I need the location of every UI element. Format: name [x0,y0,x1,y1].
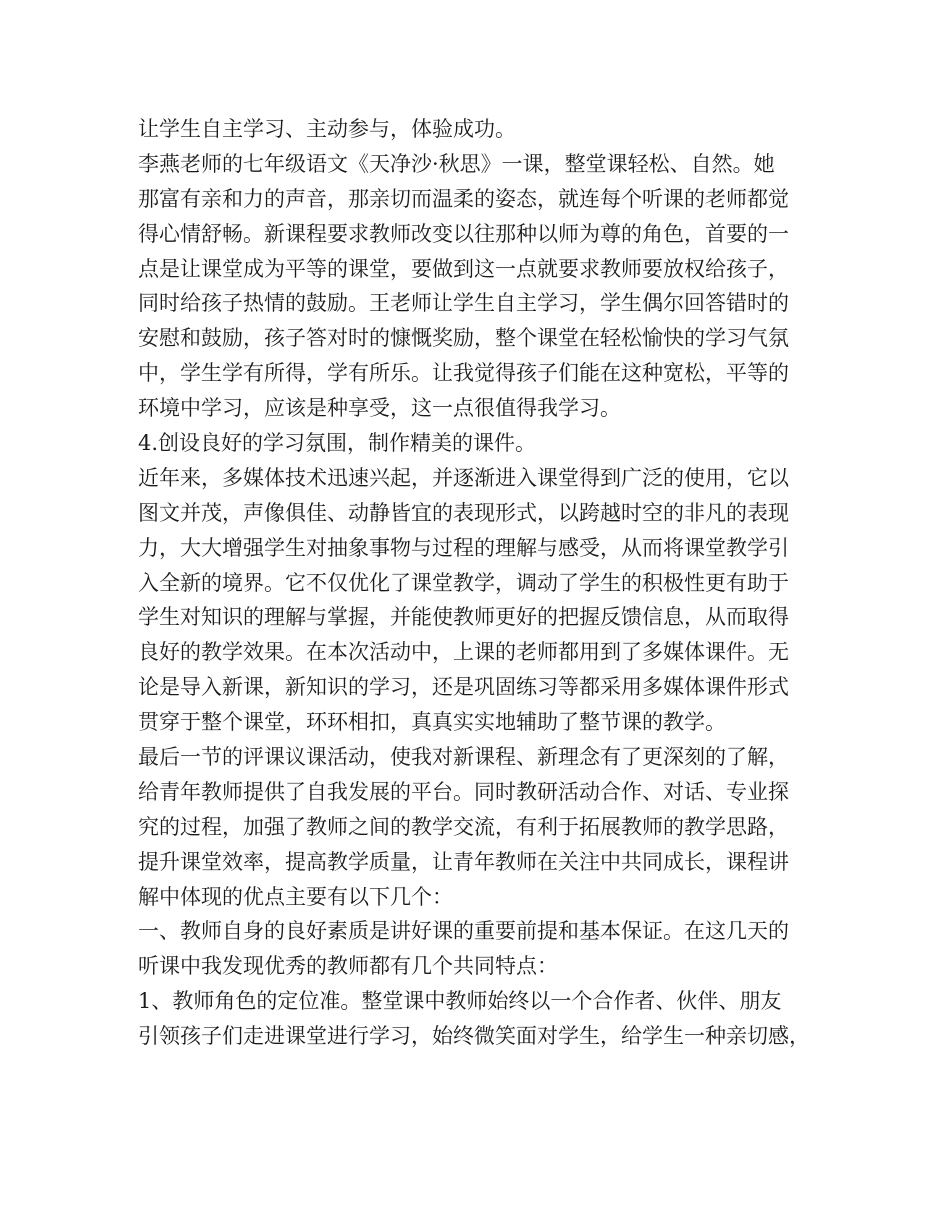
text-line: 究的过程，加强了教师之间的教学交流，有利于拓展教师的教学思路， [138,814,789,839]
text-line: 提升课堂效率，提高教学质量，让青年教师在关注中共同成长，课程讲 [138,849,789,874]
text-line: 论是导入新课，新知识的学习，还是巩固练习等都采用多媒体课件形式 [138,675,789,700]
text-line: 学生对知识的理解与掌握，并能使教师更好的把握反馈信息，从而取得 [138,605,789,630]
text-line: 那富有亲和力的声音，那亲切而温柔的姿态，就连每个听课的老师都觉 [138,186,789,211]
text-line: 图文并茂，声像俱佳、动静皆宜的表现形式，以跨越时空的非凡的表现 [138,500,789,525]
text-line: 入全新的境界。它不仅优化了课堂教学，调动了学生的积极性更有助于 [138,570,789,595]
text-line: 良好的教学效果。在本次活动中，上课的老师都用到了多媒体课件。无 [138,640,789,665]
text-line: 贯穿于整个课堂，环环相扣，真真实实地辅助了整节课的教学。 [138,710,726,735]
text-line: 环境中学习，应该是种享受，这一点很值得我学习。 [138,396,621,421]
text-line: 点是让课堂成为平等的课堂，要做到这一点就要求教师要放权给孩子， [138,256,789,281]
text-line: 最后一节的评课议课活动，使我对新课程、新理念有了更深刻的了解， [138,745,789,770]
text-line: 引领孩子们走进课堂进行学习，始终微笑面对学生，给学生一种亲切感， [138,1024,810,1049]
section-heading: 4.创设良好的学习氛围，制作精美的课件。 [138,431,537,456]
text-line: 得心情舒畅。新课程要求教师改变以往那种以师为尊的角色，首要的一 [138,221,789,246]
text-line: 给青年教师提供了自我发展的平台。同时教研活动合作、对话、专业探 [138,779,789,804]
text-line: 李燕老师的七年级语文《天净沙·秋思》一课，整堂课轻松、自然。她 [138,151,775,176]
text-line: 力，大大增强学生对抽象事物与过程的理解与感受，从而将课堂教学引 [138,535,789,560]
text-line: 听课中我发现优秀的教师都有几个共同特点： [138,954,558,979]
text-line: 同时给孩子热情的鼓励。王老师让学生自主学习，学生偶尔回答错时的 [138,291,789,316]
text-line: 解中体现的优点主要有以下几个： [138,884,453,909]
text-line: 让学生自主学习、主动参与，体验成功。 [138,117,516,141]
text-line: 近年来，多媒体技术迅速兴起，并逐渐进入课堂得到广泛的使用，它以 [138,465,789,490]
document-body [138,112,828,1054]
text-line: 中，学生学有所得，学有所乐。让我觉得孩子们能在这种宽松，平等的 [138,361,789,386]
text-line: 1、教师角色的定位准。整堂课中教师始终以一个合作者、伙伴、朋友 [138,989,782,1014]
section-heading: 一、教师自身的良好素质是讲好课的重要前提和基本保证。在这几天的 [138,919,789,944]
text-line: 安慰和鼓励，孩子答对时的慷慨奖励，整个课堂在轻松愉快的学习气氛 [138,326,789,351]
